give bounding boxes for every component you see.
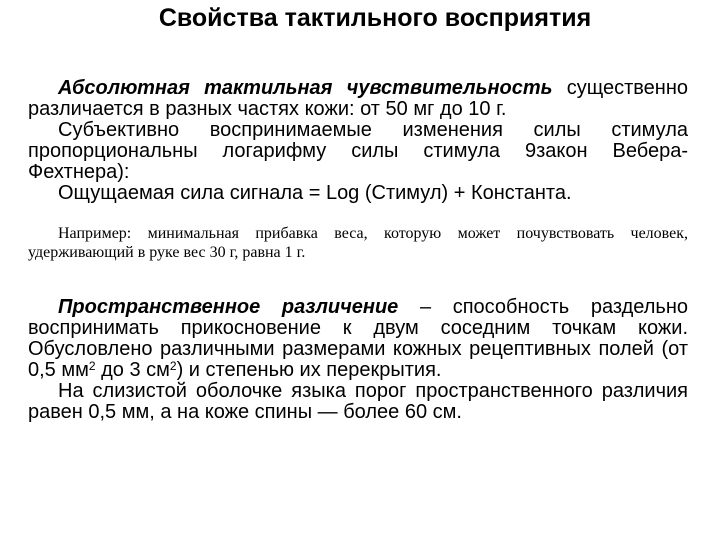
text-spatial-3: ) и степенью их перекрытия. <box>176 359 442 381</box>
superscript-2: 2 <box>169 359 177 373</box>
superscript-1: 2 <box>88 359 96 373</box>
text-spatial-2: до 3 см <box>95 359 170 381</box>
term-spatial-discrimination: Пространственное различение <box>58 296 399 318</box>
slide-title: Свойства тактильного восприятия <box>158 4 592 32</box>
paragraph-formula: Ощущаемая сила сигнала = Log (Стимул) + Константа. <box>58 182 572 204</box>
text-spatial-1: – способность раздельно воспринимать прикосновение к двум соседним точкам кожи. Обусловлено различными размерами кожных рецептивных полей (от 0,5 мм <box>28 296 688 381</box>
paragraph-absolute-sensitivity <box>28 78 688 120</box>
text-absolute-sensitivity: существенно различается в разных частях кожи: от 50 мг до 10 г. <box>28 77 688 120</box>
term-absolute-sensitivity: Абсолютная тактильная чувствительность <box>58 77 553 99</box>
slide-body <box>28 78 688 423</box>
paragraph-example: Например: минимальная прибавка веса, которую может почувствовать человек, удерживающий в руке вес 30 г, равна 1 г. <box>28 225 688 261</box>
paragraph-spatial-discrimination <box>28 297 688 381</box>
paragraph-weber-fechner: Субъективно воспринимаемые изменения силы стимула пропорциональны логарифму силы стимула 9закон Вебера-Фехтнера): <box>28 119 688 183</box>
paragraph-tongue-threshold: На слизистой оболочке языка порог пространственного различия равен 0,5 мм, а на коже спины — более 60 см. <box>28 380 688 423</box>
